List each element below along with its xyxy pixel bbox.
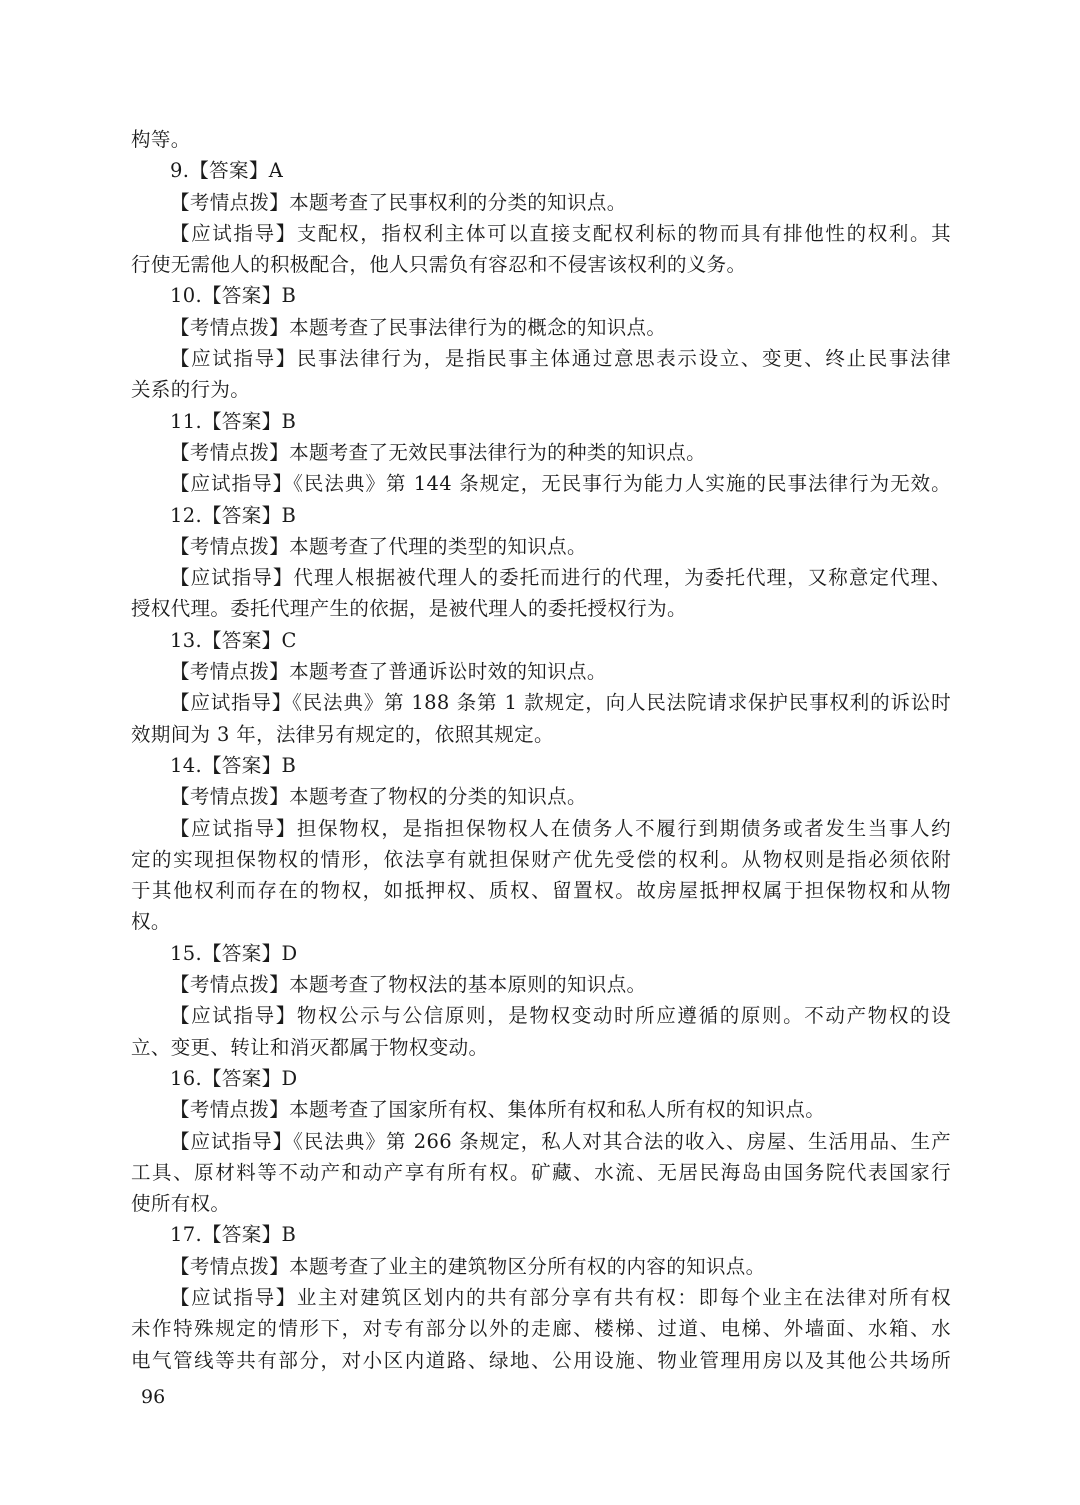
text-line: 【应试指导】业主对建筑区划内的共有部分享有共有权：即每个业主在法律对所有权 bbox=[170, 1285, 951, 1309]
text-line: 未作特殊规定的情形下，对专有部分以外的走廊、楼梯、过道、电梯、外墙面、水箱、水 bbox=[131, 1317, 951, 1341]
text-line: 15.【答案】D bbox=[170, 941, 298, 965]
text-line: 10.【答案】B bbox=[170, 284, 297, 308]
text-line: 【考情点拨】本题考查了普通诉讼时效的知识点。 bbox=[170, 660, 607, 684]
text-line: 【考情点拨】本题考查了代理的类型的知识点。 bbox=[170, 534, 587, 558]
text-line: 11.【答案】B bbox=[170, 409, 297, 433]
page-body bbox=[131, 124, 951, 1376]
text-line: 权。 bbox=[131, 910, 171, 934]
text-line: 行使无需他人的积极配合，他人只需负有容忍和不侵害该权利的义务。 bbox=[131, 253, 747, 277]
text-line: 16.【答案】D bbox=[170, 1066, 298, 1090]
text-line: 17.【答案】B bbox=[170, 1223, 297, 1247]
text-line: 【应试指导】《民法典》第 188 条第 1 款规定，向人民法院请求保护民事权利的诉讼时 bbox=[170, 691, 951, 715]
text-line: 14.【答案】B bbox=[170, 753, 297, 777]
text-line: 【应试指导】《民法典》第 144 条规定，无民事行为能力人实施的民事法律行为无效。 bbox=[170, 472, 951, 496]
text-line: 【应试指导】支配权，指权利主体可以直接支配权利标的物而具有排他性的权利。其 bbox=[170, 221, 951, 245]
text-line: 【考情点拨】本题考查了物权法的基本原则的知识点。 bbox=[170, 973, 647, 997]
text-line: 关系的行为。 bbox=[131, 378, 251, 402]
text-line: 立、变更、转让和消灭都属于物权变动。 bbox=[131, 1035, 489, 1059]
text-line: 【应试指导】《民法典》第 266 条规定，私人对其合法的收入、房屋、生活用品、生产 bbox=[170, 1129, 951, 1153]
text-line: 授权代理。委托代理产生的依据，是被代理人的委托授权行为。 bbox=[131, 597, 687, 621]
text-line: 定的实现担保物权的情形，依法享有就担保财产优先受偿的权利。从物权则是指必须依附 bbox=[131, 847, 951, 871]
text-line: 工具、原材料等不动产和动产享有所有权。矿藏、水流、无居民海岛由国务院代表国家行 bbox=[131, 1160, 951, 1184]
text-line: 【考情点拨】本题考查了国家所有权、集体所有权和私人所有权的知识点。 bbox=[170, 1098, 826, 1122]
text-line: 12.【答案】B bbox=[170, 503, 297, 527]
text-line: 【考情点拨】本题考查了物权的分类的知识点。 bbox=[170, 785, 587, 809]
text-line: 效期间为 3 年，法律另有规定的，依照其规定。 bbox=[131, 722, 554, 746]
text-line: 【应试指导】民事法律行为，是指民事主体通过意思表示设立、变更、终止民事法律 bbox=[170, 347, 951, 371]
text-line: 使所有权。 bbox=[131, 1192, 231, 1216]
text-line: 【考情点拨】本题考查了无效民事法律行为的种类的知识点。 bbox=[170, 440, 706, 464]
text-line: 13.【答案】C bbox=[170, 628, 297, 652]
text-line: 【考情点拨】本题考查了业主的建筑物区分所有权的内容的知识点。 bbox=[170, 1254, 766, 1278]
text-line: 构等。 bbox=[131, 128, 191, 151]
text-line: 【应试指导】物权公示与公信原则，是物权变动时所应遵循的原则。不动产物权的设 bbox=[170, 1004, 951, 1028]
text-line: 【考情点拨】本题考查了民事权利的分类的知识点。 bbox=[170, 190, 627, 214]
text-line: 【应试指导】代理人根据被代理人的委托而进行的代理，为委托代理，又称意定代理、 bbox=[170, 566, 951, 590]
text-line: 9.【答案】A bbox=[170, 159, 284, 183]
text-line: 【应试指导】担保物权，是指担保物权人在债务人不履行到期债务或者发生当事人约 bbox=[170, 816, 951, 840]
text-line: 电气管线等共有部分，对小区内道路、绿地、公用设施、物业管理用房以及其他公共场所 bbox=[131, 1348, 951, 1372]
text-line: 于其他权利而存在的物权，如抵押权、质权、留置权。故房屋抵押权属于担保物权和从物 bbox=[131, 879, 951, 903]
page-number: 96 bbox=[141, 1386, 166, 1408]
text-line: 【考情点拨】本题考查了民事法律行为的概念的知识点。 bbox=[170, 315, 667, 339]
